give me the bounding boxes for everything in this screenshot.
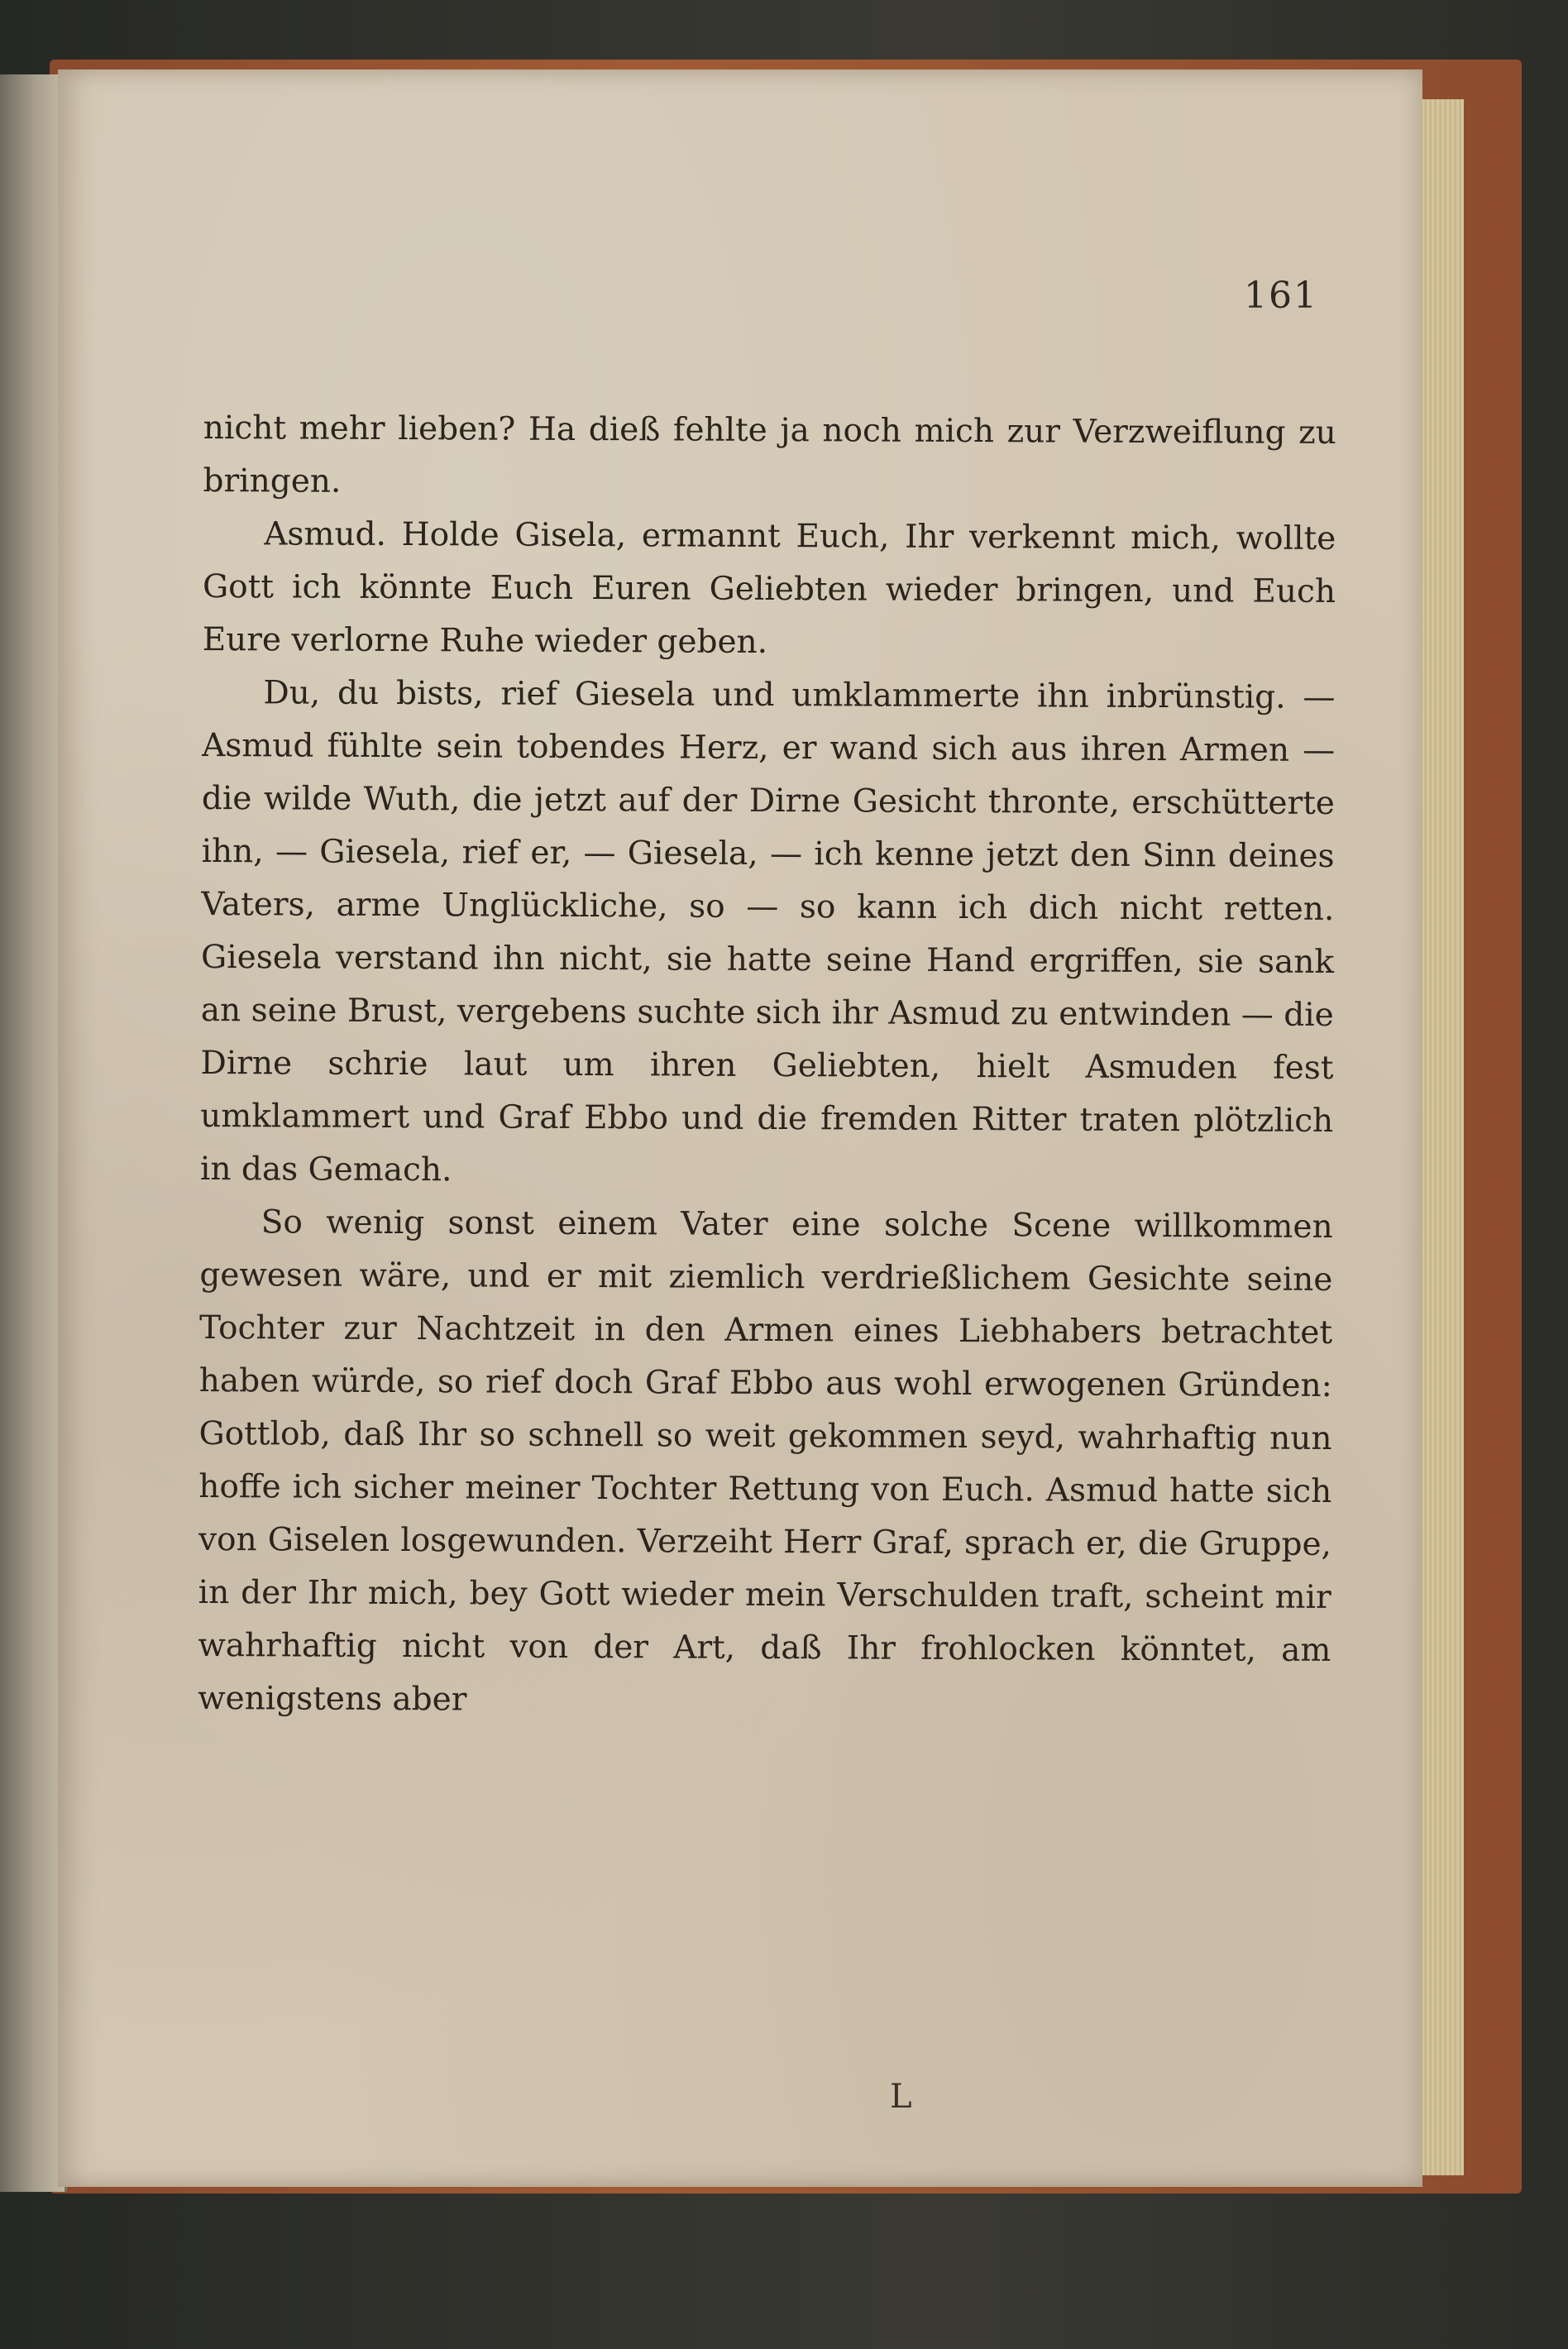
signature-mark: L	[890, 2078, 912, 2116]
page-number: 161	[1244, 275, 1318, 317]
paragraph-1: nicht mehr lieben? Ha dieß fehlte ja noch mich zur Verzweiflung zu bringen.	[203, 409, 1336, 500]
left-page-edge	[0, 74, 67, 2192]
body-text	[198, 402, 1336, 1730]
paragraph-3: Du, du bists, rief Giesela und umklammerte ihn inbrünstig. — Asmud fühlte sein tobendes Herz, er wand sich aus ihren Armen — die wilde Wuth, die jetzt auf der Dirne Gesicht thronte, erschütterte ihn, — Giesela, rief er, — Giesela, — ich kenne jetzt den Sinn deines Vaters, arme Unglückliche, so — so kann ich dich nicht retten. Giesela verstand ihn nicht, sie hatte seine Hand ergriffen, sie sank an seine Brust, vergebens suchte sich ihr Asmud zu entwinden — die Dirne schrie laut um ihren Geliebten, hielt Asmuden fest umklammert und Graf Ebbo und die fremden Ritter traten plötzlich in das Gemach.	[199, 674, 1336, 1189]
book-page	[58, 69, 1422, 2187]
paragraph-4: So wenig sonst einem Vater eine solche Scene willkommen gewesen wäre, und er mit ziemlich verdrießlichem Gesichte seine Tochter zur Nachtzeit in den Armen eines Liebhabers betrachtet haben würde, so rief doch Graf Ebbo aus wohl erwogenen Gründen: Gottlob, daß Ihr so schnell so weit gekommen seyd, wahrhaftig nun hoffe ich sicher meiner Tochter Rettung von Euch. Asmud hatte sich von Giselen losgewunden. Verzeiht Herr Graf, sprach er, die Gruppe, in der Ihr mich, bey Gott wieder mein Verschulden traft, scheint mir wahrhaftig nicht von der Art, daß Ihr frohlocken könntet, am wenigstens aber	[198, 1203, 1333, 1719]
paragraph-2: Asmud. Holde Gisela, ermannt Euch, Ihr verkennt mich, wollte Gott ich könnte Euch Euren Geliebten wieder bringen, und Euch Eure verlorne Ruhe wieder geben.	[202, 515, 1336, 661]
